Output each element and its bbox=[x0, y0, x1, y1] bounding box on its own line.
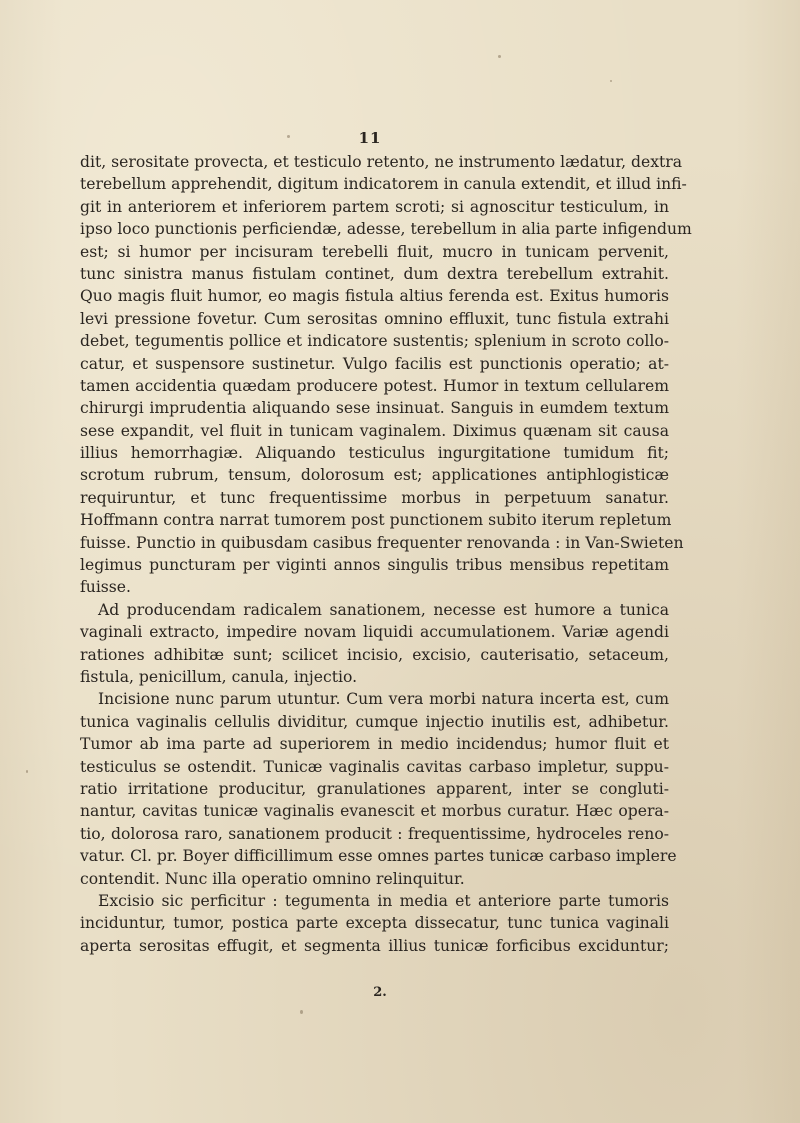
text-line: est; si humor per incisuram terebelli fluit, mucro in tunicam pervenit, bbox=[80, 242, 669, 261]
text-line: chirurgi imprudentia aliquando sese insinuat. Sanguis in eumdem textum bbox=[80, 399, 669, 418]
text-line: vaginali extracto, impedire novam liquidi accumulationem. Variæ agendi bbox=[80, 623, 669, 642]
text-line: fuisse. Punctio in quibusdam casibus frequenter renovanda : in Van-Swieten bbox=[80, 533, 684, 552]
text-line: legimus puncturam per viginti annos singulis tribus mensibus repetitam bbox=[80, 556, 669, 575]
text-line: terebellum apprehendit, digitum indicatorem in canula extendit, et illud infi- bbox=[80, 175, 687, 194]
text-line: debet, tegumentis pollice et indicatore sustentis; splenium in scroto collo- bbox=[80, 332, 669, 351]
text-line: Excisio sic perficitur : tegumenta in media et anteriore parte tumoris bbox=[98, 891, 669, 910]
text-line: nantur, cavitas tunicæ vaginalis evanescit et morbus curatur. Hæc opera- bbox=[80, 802, 669, 821]
text-line: Incisione nunc parum utuntur. Cum vera morbi natura incerta est, cum bbox=[98, 690, 669, 709]
text-line: requiruntur, et tunc frequentissime morbus in perpetuum sanatur. bbox=[80, 488, 669, 507]
paper-speck bbox=[26, 770, 28, 773]
paper-speck bbox=[498, 55, 501, 58]
paper-speck bbox=[300, 1010, 303, 1014]
text-line: fuisse. bbox=[80, 578, 131, 597]
page-number: 11 bbox=[358, 129, 382, 147]
text-line: aperta serositas effugit, et segmenta illius tunicæ forficibus exciduntur; bbox=[80, 936, 669, 955]
body-text bbox=[80, 151, 692, 957]
text-line: sese expandit, vel fluit in tunicam vaginalem. Diximus quænam sit causa bbox=[80, 421, 669, 440]
text-line: rationes adhibitæ sunt; scilicet incisio, excisio, cauterisatio, setaceum, bbox=[80, 645, 669, 664]
text-line: Tumor ab ima parte ad superiorem in medio incidendus; humor fluit et bbox=[80, 735, 669, 754]
text-line: ipso loco punctionis perficiendæ, adesse, terebellum in alia parte infigendum bbox=[80, 220, 692, 239]
text-line: Hoffmann contra narrat tumorem post punctionem subito iterum repletum bbox=[80, 511, 672, 530]
text-line: vatur. Cl. pr. Boyer difficillimum esse omnes partes tunicæ carbaso implere bbox=[80, 847, 677, 866]
text-line: tunica vaginalis cellulis dividitur, cumque injectio inutilis est, adhibetur. bbox=[80, 712, 669, 731]
text-line: illius hemorrhagiæ. Aliquando testiculus ingurgitatione tumidum fit; bbox=[80, 444, 669, 463]
paper-speck bbox=[287, 135, 290, 138]
signature-mark: 2. bbox=[373, 985, 387, 1000]
text-line: testiculus se ostendit. Tunicæ vaginalis cavitas carbaso impletur, suppu- bbox=[80, 757, 669, 776]
text-line: fistula, penicillum, canula, injectio. bbox=[80, 667, 358, 686]
text-line: Ad producendam radicalem sanationem, necesse est humore a tunica bbox=[98, 600, 669, 619]
text-line: levi pressione fovetur. Cum serositas omnino effluxit, tunc fistula extrahi bbox=[80, 309, 669, 328]
text-line: ratio irritatione producitur, granulationes apparent, inter se congluti- bbox=[80, 779, 669, 798]
text-line: contendit. Nunc illa operatio omnino relinquitur. bbox=[80, 869, 465, 888]
text-line: tunc sinistra manus fistulam continet, dum dextra terebellum extrahit. bbox=[80, 264, 669, 283]
text-line: git in anteriorem et inferiorem partem scroti; si agnoscitur testiculum, in bbox=[80, 197, 669, 216]
text-line: scrotum rubrum, tensum, dolorosum est; applicationes antiphlogisticæ bbox=[80, 466, 669, 485]
text-line: tamen accidentia quædam producere potest. Humor in textum cellularem bbox=[80, 376, 669, 395]
text-line: inciduntur, tumor, postica parte excepta dissecatur, tunc tunica vaginali bbox=[80, 914, 669, 933]
paper-speck bbox=[610, 80, 612, 82]
text-line: dit, serositate provecta, et testiculo retento, ne instrumento lædatur, dextra bbox=[80, 153, 683, 171]
text-line: tio, dolorosa raro, sanationem producit : frequentissime, hydroceles reno- bbox=[80, 824, 669, 843]
text-line: Quo magis fluit humor, eo magis fistula altius ferenda est. Exitus humoris bbox=[80, 287, 669, 306]
text-line: catur, et suspensore sustinetur. Vulgo facilis est punctionis operatio; at- bbox=[80, 354, 669, 373]
